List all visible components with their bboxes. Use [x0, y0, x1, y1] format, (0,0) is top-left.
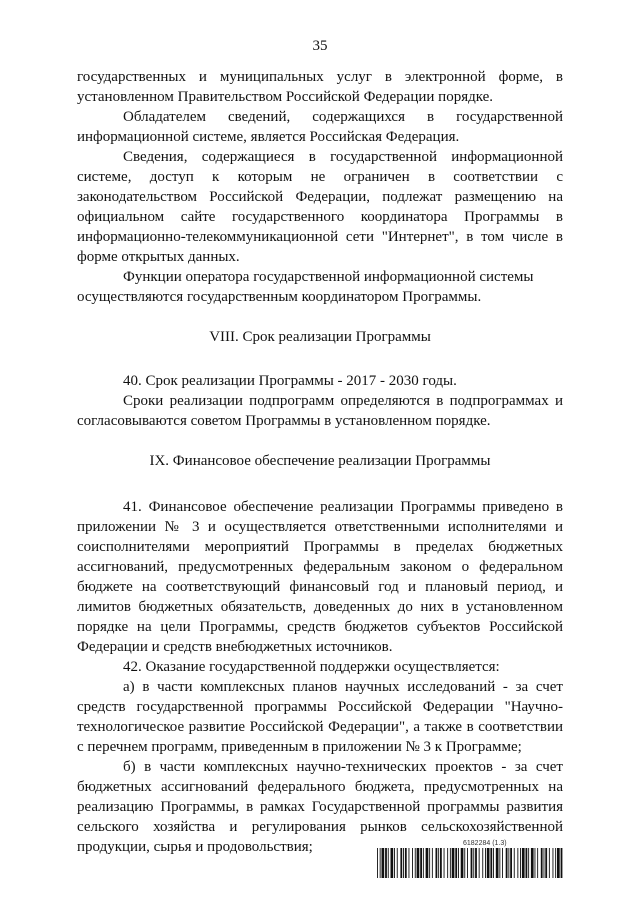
paragraph: государственных и муниципальных услуг в электронной форме, в установленном Правительством Российской Федерации порядке. [77, 69, 563, 105]
section-heading-ix: IX. Финансовое обеспечение реализации Программы [149, 453, 491, 469]
paragraph: 42. Оказание государственной поддержки осуществляется: [123, 659, 500, 675]
paragraph: б) в части комплексных научно-технических проектов - за счет бюджетных ассигнований федерального бюджета, предусмотренных на реализацию Программы, в рамках Государственной программы развития сельского хозяйства и регулирования рынков сельскохозяйственной продукции, сырья и продовольствия; [77, 759, 563, 855]
barcode-image [377, 848, 563, 878]
document-body [77, 67, 563, 857]
document-code: 6182284 (1.3) [463, 840, 507, 847]
paragraph: Сведения, содержащиеся в государственной информационной системе, доступ к которым не ограничен в соответствии с законодательством Российской Федерации, подлежат размещению на официальном сайте государственного координатора Программы в информационно-телекоммуникационной сети "Интернет", в том числе в форме открытых данных. [77, 149, 563, 265]
paragraph: 41. Финансовое обеспечение реализации Программы приведено в приложении № 3 и осуществляется ответственными исполнителями и соисполнителями мероприятий Программы в пределах бюджетных ассигнований, предусмотренных федеральным законом о федеральном бюджете на соответствующий финансовый год и плановый период, и лимитов бюджетных обязательств, доведенных до них в установленном порядке на цели Программы, средств бюджетов субъектов Российской Федерации и средств внебюджетных источников. [77, 499, 563, 655]
paragraph: Функции оператора государственной информационной системы осуществляются государственным координатором Программы. [77, 269, 534, 305]
page-number: 35 [312, 38, 328, 54]
paragraph: а) в части комплексных планов научных исследований - за счет средств государственной программы Российской Федерации "Научно-технологическое развитие Российской Федерации", а также в соответствии с перечнем программ, приведенным в приложении № 3 к Программе; [77, 679, 563, 755]
section-heading-viii: VIII. Срок реализации Программы [209, 329, 431, 345]
paragraph: 40. Срок реализации Программы - 2017 - 2030 годы. [123, 373, 457, 389]
paragraph: Сроки реализации подпрограмм определяются в подпрограммах и согласовываются советом Программы в установленном порядке. [77, 393, 563, 429]
paragraph: Обладателем сведений, содержащихся в государственной информационной системе, является Российская Федерация. [77, 109, 563, 145]
